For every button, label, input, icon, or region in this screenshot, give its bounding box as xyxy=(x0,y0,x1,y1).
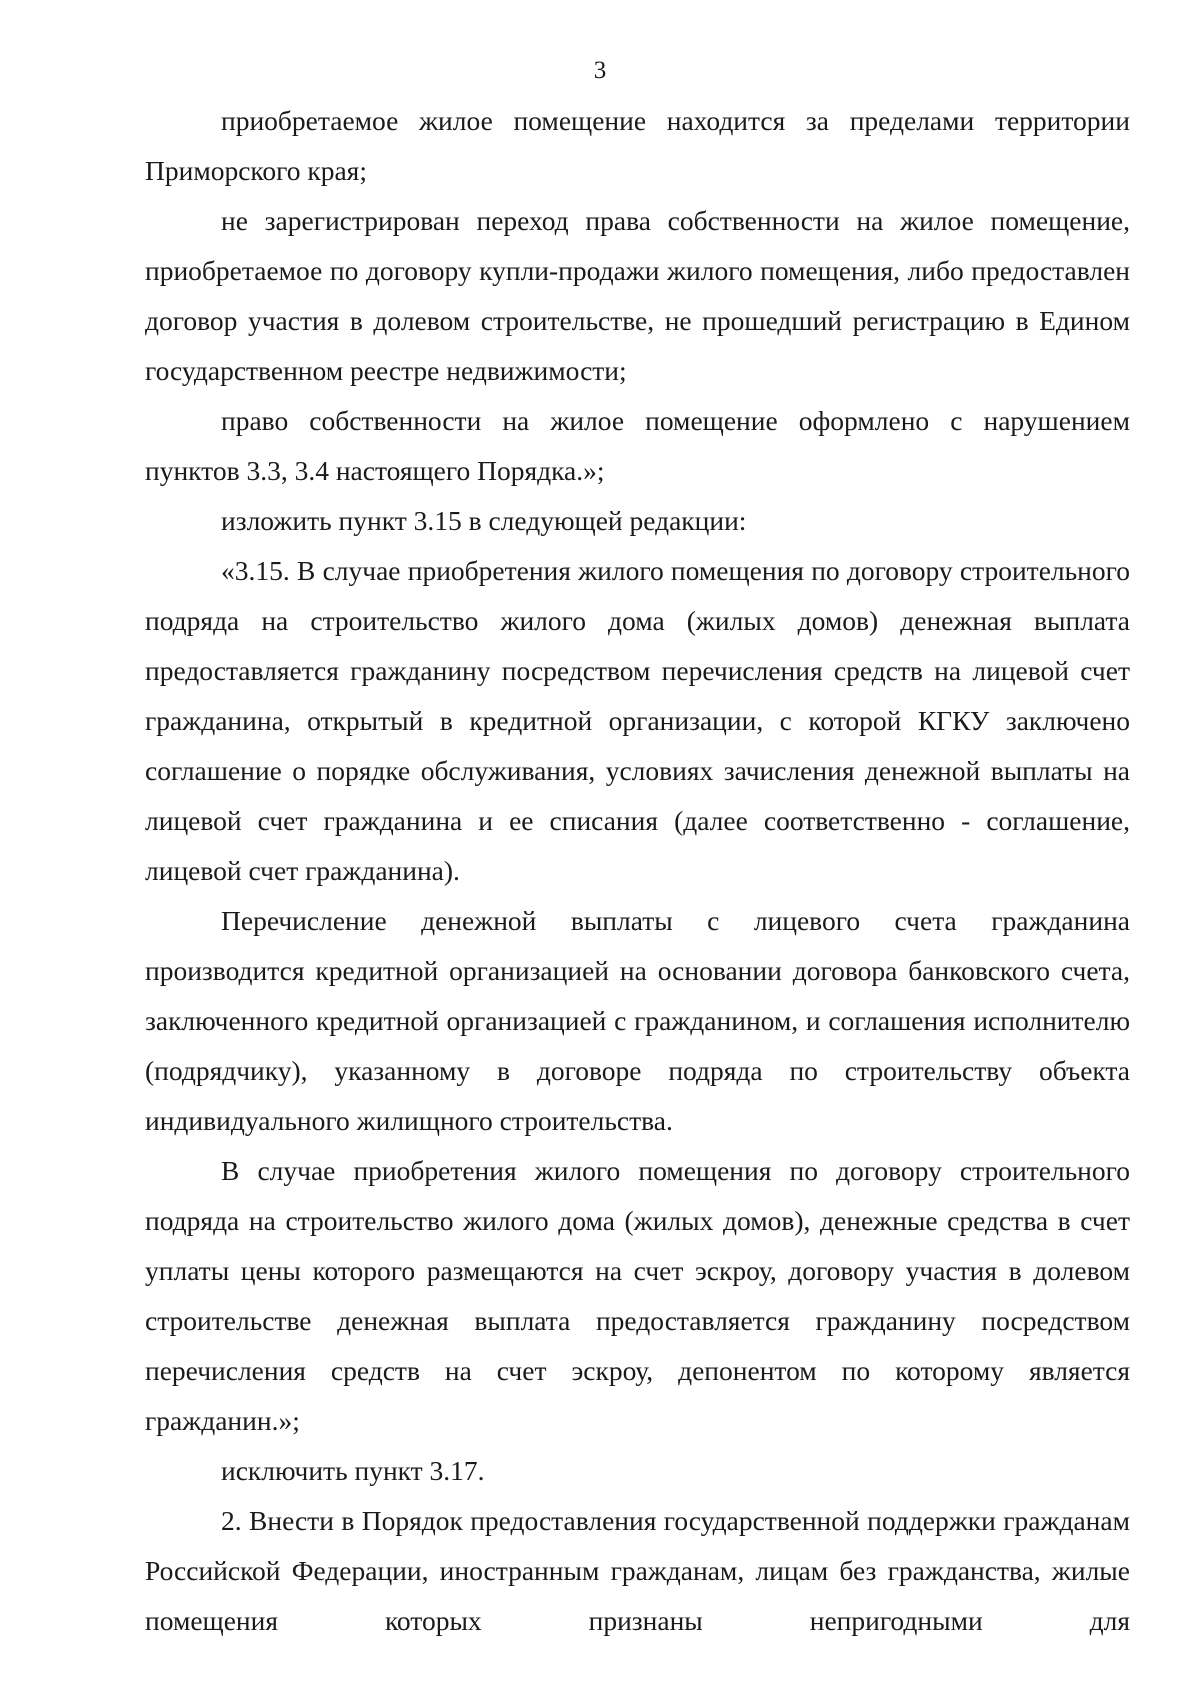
paragraph-ownership-violation: право собственности на жилое помещение оформлено с нарушением пунктов 3.3, 3.4 настоящего Порядка.»; xyxy=(145,405,1130,486)
paragraph-exclude-3-17: исключить пункт 3.17. xyxy=(221,1455,485,1486)
paragraph-escrow: В случае приобретения жилого помещения по договору строительного подряда на строительство жилого дома (жилых домов), денежные средства в счет уплаты цены которого размещаются на счет эскроу, договору участия в долевом строительстве денежная выплата предоставляется гражданину посредством перечисления средств на счет эскроу, депонентом по которому является гражданин.»; xyxy=(145,1155,1130,1436)
page-number: 3 xyxy=(593,57,607,84)
paragraph-ownership-not-registered: не зарегистрирован переход права собственности на жилое помещение, приобретаемое по договору купли-продажи жилого помещения, либо предоставлен договор участия в долевом строительстве, не прошедший регистрацию в Едином государственном реестре недвижимости; xyxy=(145,205,1130,386)
paragraph-amend-procedure: 2. Внести в Порядок предоставления государственной поддержки гражданам Российской Федерации, иностранным гражданам, лицам без гражданства, жилые помещения которых признаны непригодными для xyxy=(145,1505,1130,1636)
paragraph-amend-3-15: изложить пункт 3.15 в следующей редакции: xyxy=(221,505,747,536)
paragraph-transfer-payment: Перечисление денежной выплаты с лицевого счета гражданина производится кредитной организацией на основании договора банковского счета, заключенного кредитной организацией с гражданином, и соглашения исполнителю (подрядчику), указанному в договоре подряда по строительству объекта индивидуального жилищного строительства. xyxy=(145,905,1130,1136)
paragraph-3-15-text: «3.15. В случае приобретения жилого помещения по договору строительного подряда на строительство жилого дома (жилых домов) денежная выплата предоставляется гражданину посредством перечисления средств на лицевой счет гражданина, открытый в кредитной организации, с которой КГКУ заключено соглашение о порядке обслуживания, условиях зачисления денежной выплаты на лицевой счет гражданина и ее списания (далее соответственно - соглашение, лицевой счет гражданина). xyxy=(145,555,1130,886)
document-body xyxy=(145,96,1130,1646)
paragraph-outside-region: приобретаемое жилое помещение находится за пределами территории Приморского края; xyxy=(145,105,1130,186)
